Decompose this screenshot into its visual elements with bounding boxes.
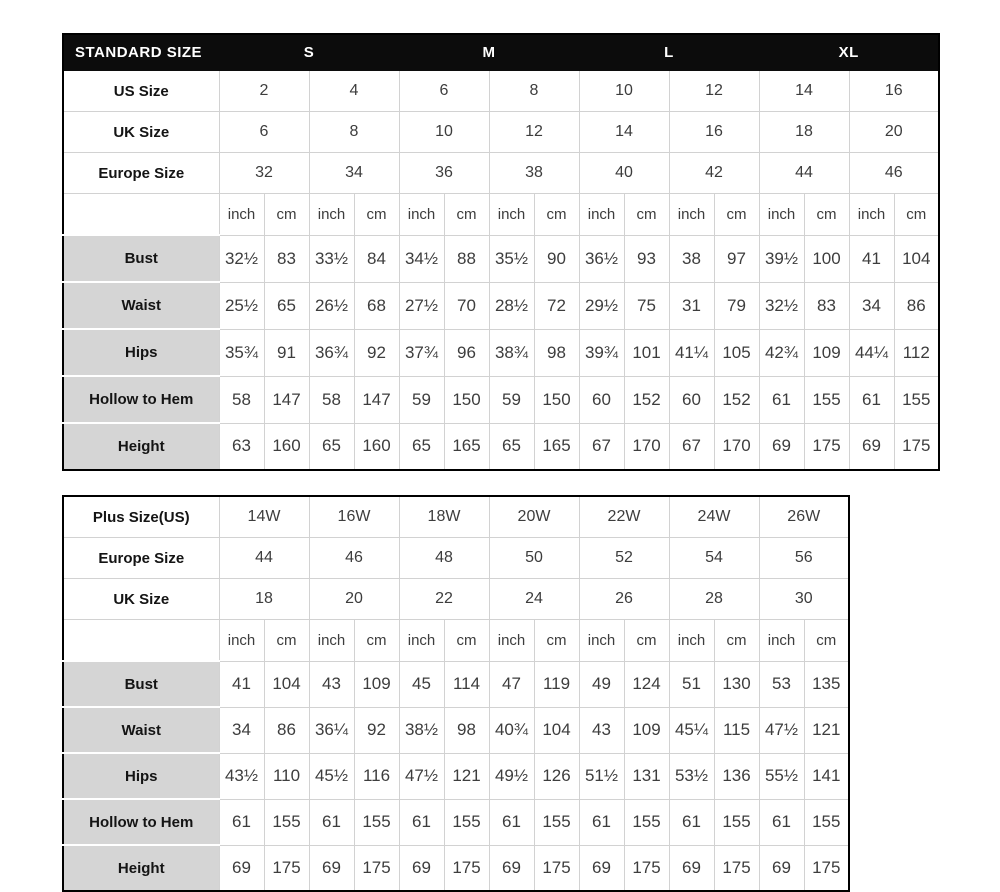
measurement-inch-cell: 41 bbox=[849, 235, 894, 282]
unit-cm-cell: cm bbox=[444, 620, 489, 662]
size-value-cell: 8 bbox=[489, 71, 579, 112]
measurement-cm-cell: 152 bbox=[714, 376, 759, 423]
measurement-cm-cell: 109 bbox=[624, 707, 669, 753]
measurement-cm-cell: 175 bbox=[894, 423, 939, 470]
measurement-inch-cell: 36¼ bbox=[309, 707, 354, 753]
row-uk-size bbox=[63, 579, 849, 620]
unit-cm-cell: cm bbox=[714, 620, 759, 662]
size-value-cell: 52 bbox=[579, 538, 669, 579]
unit-inch-cell: inch bbox=[309, 620, 354, 662]
measurement-inch-cell: 59 bbox=[489, 376, 534, 423]
measurement-inch-cell: 36¾ bbox=[309, 329, 354, 376]
row-hips bbox=[63, 329, 939, 376]
measurement-inch-cell: 31 bbox=[669, 282, 714, 329]
size-value-cell: 34 bbox=[309, 153, 399, 194]
plus-size-table bbox=[62, 495, 850, 892]
size-value-cell: 28 bbox=[669, 579, 759, 620]
unit-cm-cell: cm bbox=[804, 620, 849, 662]
measurement-inch-cell: 35½ bbox=[489, 235, 534, 282]
measurement-cm-cell: 135 bbox=[804, 661, 849, 707]
size-value-cell: 38 bbox=[489, 153, 579, 194]
measurement-cm-cell: 155 bbox=[264, 799, 309, 845]
measurement-inch-cell: 49½ bbox=[489, 753, 534, 799]
measurement-cm-cell: 155 bbox=[714, 799, 759, 845]
size-value-cell: 36 bbox=[399, 153, 489, 194]
measurement-cm-cell: 79 bbox=[714, 282, 759, 329]
measurement-cm-cell: 91 bbox=[264, 329, 309, 376]
measurement-cm-cell: 155 bbox=[534, 799, 579, 845]
measurement-inch-cell: 35¾ bbox=[219, 329, 264, 376]
measurement-inch-cell: 39½ bbox=[759, 235, 804, 282]
measurement-cm-cell: 109 bbox=[354, 661, 399, 707]
measurement-inch-cell: 38½ bbox=[399, 707, 444, 753]
row-europe-size bbox=[63, 538, 849, 579]
unit-cm-cell: cm bbox=[534, 620, 579, 662]
measurement-inch-cell: 58 bbox=[219, 376, 264, 423]
size-value-cell: 6 bbox=[399, 71, 489, 112]
measurement-cm-cell: 70 bbox=[444, 282, 489, 329]
measurement-inch-cell: 25½ bbox=[219, 282, 264, 329]
measurement-cm-cell: 105 bbox=[714, 329, 759, 376]
size-group-label-m: M bbox=[399, 34, 579, 71]
measurement-cm-cell: 155 bbox=[354, 799, 399, 845]
size-value-cell: 26W bbox=[759, 496, 849, 538]
unit-header-row bbox=[63, 194, 939, 236]
measurement-cm-cell: 90 bbox=[534, 235, 579, 282]
size-value-cell: 22W bbox=[579, 496, 669, 538]
measurement-inch-cell: 28½ bbox=[489, 282, 534, 329]
measurement-cm-cell: 155 bbox=[894, 376, 939, 423]
size-value-cell: 42 bbox=[669, 153, 759, 194]
size-value-cell: 22 bbox=[399, 579, 489, 620]
size-value-cell: 30 bbox=[759, 579, 849, 620]
unit-inch-cell: inch bbox=[759, 620, 804, 662]
size-value-cell: 56 bbox=[759, 538, 849, 579]
measurement-cm-cell: 130 bbox=[714, 661, 759, 707]
measurement-inch-cell: 61 bbox=[219, 799, 264, 845]
measurement-inch-cell: 61 bbox=[849, 376, 894, 423]
measurement-cm-cell: 165 bbox=[444, 423, 489, 470]
measurement-cm-cell: 121 bbox=[804, 707, 849, 753]
measurement-cm-cell: 92 bbox=[354, 707, 399, 753]
empty-cell bbox=[63, 620, 219, 662]
measurement-inch-cell: 51½ bbox=[579, 753, 624, 799]
measurement-cm-cell: 147 bbox=[264, 376, 309, 423]
measurement-inch-cell: 69 bbox=[489, 845, 534, 891]
unit-inch-cell: inch bbox=[309, 194, 354, 236]
measurement-cm-cell: 68 bbox=[354, 282, 399, 329]
measurement-cm-cell: 104 bbox=[894, 235, 939, 282]
measurement-inch-cell: 38¾ bbox=[489, 329, 534, 376]
measurement-cm-cell: 84 bbox=[354, 235, 399, 282]
measurement-cm-cell: 160 bbox=[264, 423, 309, 470]
measurement-inch-cell: 61 bbox=[489, 799, 534, 845]
measurement-cm-cell: 124 bbox=[624, 661, 669, 707]
measurement-cm-cell: 86 bbox=[894, 282, 939, 329]
measurement-inch-cell: 42¾ bbox=[759, 329, 804, 376]
row-bust bbox=[63, 235, 939, 282]
measurement-inch-cell: 43½ bbox=[219, 753, 264, 799]
measurement-inch-cell: 60 bbox=[669, 376, 714, 423]
size-value-cell: 18W bbox=[399, 496, 489, 538]
measurement-inch-cell: 69 bbox=[399, 845, 444, 891]
measurement-cm-cell: 141 bbox=[804, 753, 849, 799]
measurement-inch-cell: 38 bbox=[669, 235, 714, 282]
unit-cm-cell: cm bbox=[624, 194, 669, 236]
unit-inch-cell: inch bbox=[579, 620, 624, 662]
unit-inch-cell: inch bbox=[219, 620, 264, 662]
unit-cm-cell: cm bbox=[534, 194, 579, 236]
measurement-inch-cell: 32½ bbox=[219, 235, 264, 282]
measurement-cm-cell: 98 bbox=[534, 329, 579, 376]
size-value-cell: 16W bbox=[309, 496, 399, 538]
unit-inch-cell: inch bbox=[399, 620, 444, 662]
row-label: Height bbox=[63, 423, 219, 470]
size-value-cell: 44 bbox=[759, 153, 849, 194]
size-value-cell: 18 bbox=[219, 579, 309, 620]
measurement-inch-cell: 37¾ bbox=[399, 329, 444, 376]
size-value-cell: 50 bbox=[489, 538, 579, 579]
measurement-cm-cell: 175 bbox=[444, 845, 489, 891]
measurement-cm-cell: 175 bbox=[624, 845, 669, 891]
measurement-cm-cell: 98 bbox=[444, 707, 489, 753]
measurement-cm-cell: 75 bbox=[624, 282, 669, 329]
row-waist bbox=[63, 707, 849, 753]
measurement-inch-cell: 61 bbox=[579, 799, 624, 845]
row-hollow-to-hem bbox=[63, 376, 939, 423]
measurement-cm-cell: 131 bbox=[624, 753, 669, 799]
measurement-cm-cell: 97 bbox=[714, 235, 759, 282]
size-group-label-s: S bbox=[219, 34, 399, 71]
measurement-cm-cell: 155 bbox=[444, 799, 489, 845]
measurement-inch-cell: 65 bbox=[309, 423, 354, 470]
measurement-cm-cell: 147 bbox=[354, 376, 399, 423]
table-title: STANDARD SIZE bbox=[63, 34, 219, 71]
size-value-cell: 10 bbox=[579, 71, 669, 112]
table-header-row bbox=[63, 34, 939, 71]
measurement-cm-cell: 175 bbox=[534, 845, 579, 891]
measurement-cm-cell: 175 bbox=[714, 845, 759, 891]
size-value-cell: 20 bbox=[849, 112, 939, 153]
measurement-cm-cell: 150 bbox=[444, 376, 489, 423]
measurement-inch-cell: 49 bbox=[579, 661, 624, 707]
unit-cm-cell: cm bbox=[714, 194, 759, 236]
measurement-inch-cell: 60 bbox=[579, 376, 624, 423]
measurement-inch-cell: 36½ bbox=[579, 235, 624, 282]
measurement-inch-cell: 69 bbox=[579, 845, 624, 891]
row-label: UK Size bbox=[63, 112, 219, 153]
size-value-cell: 48 bbox=[399, 538, 489, 579]
unit-inch-cell: inch bbox=[489, 194, 534, 236]
row-plus-size-us bbox=[63, 496, 849, 538]
measurement-inch-cell: 61 bbox=[399, 799, 444, 845]
measurement-inch-cell: 29½ bbox=[579, 282, 624, 329]
row-label: Bust bbox=[63, 661, 219, 707]
size-value-cell: 40 bbox=[579, 153, 669, 194]
measurement-inch-cell: 59 bbox=[399, 376, 444, 423]
measurement-cm-cell: 116 bbox=[354, 753, 399, 799]
measurement-inch-cell: 69 bbox=[309, 845, 354, 891]
measurement-inch-cell: 69 bbox=[759, 423, 804, 470]
measurement-inch-cell: 58 bbox=[309, 376, 354, 423]
unit-cm-cell: cm bbox=[444, 194, 489, 236]
measurement-inch-cell: 61 bbox=[759, 376, 804, 423]
row-label: Hips bbox=[63, 329, 219, 376]
measurement-cm-cell: 175 bbox=[264, 845, 309, 891]
measurement-cm-cell: 160 bbox=[354, 423, 399, 470]
row-hollow-to-hem bbox=[63, 799, 849, 845]
measurement-inch-cell: 34 bbox=[849, 282, 894, 329]
measurement-cm-cell: 86 bbox=[264, 707, 309, 753]
measurement-cm-cell: 101 bbox=[624, 329, 669, 376]
size-value-cell: 12 bbox=[669, 71, 759, 112]
measurement-inch-cell: 69 bbox=[849, 423, 894, 470]
size-value-cell: 24W bbox=[669, 496, 759, 538]
measurement-inch-cell: 45 bbox=[399, 661, 444, 707]
measurement-cm-cell: 175 bbox=[804, 845, 849, 891]
measurement-inch-cell: 43 bbox=[309, 661, 354, 707]
measurement-inch-cell: 69 bbox=[219, 845, 264, 891]
measurement-cm-cell: 165 bbox=[534, 423, 579, 470]
measurement-cm-cell: 104 bbox=[534, 707, 579, 753]
size-value-cell: 14 bbox=[759, 71, 849, 112]
row-label: US Size bbox=[63, 71, 219, 112]
measurement-cm-cell: 92 bbox=[354, 329, 399, 376]
measurement-cm-cell: 93 bbox=[624, 235, 669, 282]
row-hips bbox=[63, 753, 849, 799]
size-value-cell: 16 bbox=[849, 71, 939, 112]
measurement-inch-cell: 41¼ bbox=[669, 329, 714, 376]
size-value-cell: 20W bbox=[489, 496, 579, 538]
unit-inch-cell: inch bbox=[399, 194, 444, 236]
measurement-cm-cell: 65 bbox=[264, 282, 309, 329]
row-height bbox=[63, 423, 939, 470]
measurement-inch-cell: 65 bbox=[489, 423, 534, 470]
measurement-inch-cell: 40¾ bbox=[489, 707, 534, 753]
unit-cm-cell: cm bbox=[264, 194, 309, 236]
unit-cm-cell: cm bbox=[804, 194, 849, 236]
unit-inch-cell: inch bbox=[669, 194, 714, 236]
size-value-cell: 6 bbox=[219, 112, 309, 153]
size-value-cell: 32 bbox=[219, 153, 309, 194]
measurement-cm-cell: 109 bbox=[804, 329, 849, 376]
unit-inch-cell: inch bbox=[579, 194, 624, 236]
row-uk-size bbox=[63, 112, 939, 153]
row-label: Waist bbox=[63, 282, 219, 329]
measurement-cm-cell: 119 bbox=[534, 661, 579, 707]
measurement-inch-cell: 53 bbox=[759, 661, 804, 707]
row-height bbox=[63, 845, 849, 891]
measurement-cm-cell: 83 bbox=[264, 235, 309, 282]
row-bust bbox=[63, 661, 849, 707]
size-value-cell: 12 bbox=[489, 112, 579, 153]
row-waist bbox=[63, 282, 939, 329]
measurement-cm-cell: 175 bbox=[354, 845, 399, 891]
row-europe-size bbox=[63, 153, 939, 194]
unit-cm-cell: cm bbox=[264, 620, 309, 662]
measurement-inch-cell: 45½ bbox=[309, 753, 354, 799]
measurement-inch-cell: 53½ bbox=[669, 753, 714, 799]
measurement-inch-cell: 47½ bbox=[759, 707, 804, 753]
unit-cm-cell: cm bbox=[354, 194, 399, 236]
measurement-inch-cell: 61 bbox=[669, 799, 714, 845]
row-label: Plus Size(US) bbox=[63, 496, 219, 538]
empty-cell bbox=[63, 194, 219, 236]
measurement-inch-cell: 47 bbox=[489, 661, 534, 707]
row-label: Bust bbox=[63, 235, 219, 282]
measurement-inch-cell: 47½ bbox=[399, 753, 444, 799]
size-value-cell: 14 bbox=[579, 112, 669, 153]
measurement-cm-cell: 170 bbox=[624, 423, 669, 470]
measurement-cm-cell: 96 bbox=[444, 329, 489, 376]
measurement-inch-cell: 39¾ bbox=[579, 329, 624, 376]
unit-cm-cell: cm bbox=[354, 620, 399, 662]
unit-cm-cell: cm bbox=[624, 620, 669, 662]
measurement-inch-cell: 34 bbox=[219, 707, 264, 753]
measurement-cm-cell: 136 bbox=[714, 753, 759, 799]
measurement-inch-cell: 63 bbox=[219, 423, 264, 470]
measurement-inch-cell: 43 bbox=[579, 707, 624, 753]
row-us-size bbox=[63, 71, 939, 112]
measurement-inch-cell: 61 bbox=[309, 799, 354, 845]
measurement-inch-cell: 45¼ bbox=[669, 707, 714, 753]
size-value-cell: 46 bbox=[849, 153, 939, 194]
unit-inch-cell: inch bbox=[849, 194, 894, 236]
unit-inch-cell: inch bbox=[219, 194, 264, 236]
row-label: Europe Size bbox=[63, 538, 219, 579]
measurement-inch-cell: 34½ bbox=[399, 235, 444, 282]
measurement-cm-cell: 126 bbox=[534, 753, 579, 799]
measurement-cm-cell: 150 bbox=[534, 376, 579, 423]
measurement-cm-cell: 152 bbox=[624, 376, 669, 423]
row-label: Europe Size bbox=[63, 153, 219, 194]
measurement-inch-cell: 61 bbox=[759, 799, 804, 845]
measurement-cm-cell: 110 bbox=[264, 753, 309, 799]
size-value-cell: 26 bbox=[579, 579, 669, 620]
measurement-cm-cell: 170 bbox=[714, 423, 759, 470]
measurement-cm-cell: 88 bbox=[444, 235, 489, 282]
size-value-cell: 54 bbox=[669, 538, 759, 579]
measurement-inch-cell: 27½ bbox=[399, 282, 444, 329]
measurement-cm-cell: 115 bbox=[714, 707, 759, 753]
unit-inch-cell: inch bbox=[669, 620, 714, 662]
size-value-cell: 8 bbox=[309, 112, 399, 153]
row-label: Height bbox=[63, 845, 219, 891]
measurement-cm-cell: 114 bbox=[444, 661, 489, 707]
row-label: UK Size bbox=[63, 579, 219, 620]
row-label: Hips bbox=[63, 753, 219, 799]
size-value-cell: 16 bbox=[669, 112, 759, 153]
size-group-label-l: L bbox=[579, 34, 759, 71]
size-group-label-xl: XL bbox=[759, 34, 939, 71]
size-value-cell: 10 bbox=[399, 112, 489, 153]
measurement-cm-cell: 72 bbox=[534, 282, 579, 329]
measurement-inch-cell: 32½ bbox=[759, 282, 804, 329]
measurement-cm-cell: 175 bbox=[804, 423, 849, 470]
measurement-cm-cell: 100 bbox=[804, 235, 849, 282]
measurement-cm-cell: 121 bbox=[444, 753, 489, 799]
measurement-cm-cell: 155 bbox=[624, 799, 669, 845]
measurement-cm-cell: 112 bbox=[894, 329, 939, 376]
measurement-cm-cell: 104 bbox=[264, 661, 309, 707]
size-value-cell: 14W bbox=[219, 496, 309, 538]
measurement-inch-cell: 44¼ bbox=[849, 329, 894, 376]
measurement-inch-cell: 69 bbox=[669, 845, 714, 891]
size-value-cell: 20 bbox=[309, 579, 399, 620]
measurement-inch-cell: 69 bbox=[759, 845, 804, 891]
measurement-inch-cell: 51 bbox=[669, 661, 714, 707]
size-value-cell: 2 bbox=[219, 71, 309, 112]
row-label: Hollow to Hem bbox=[63, 376, 219, 423]
row-label: Hollow to Hem bbox=[63, 799, 219, 845]
size-value-cell: 4 bbox=[309, 71, 399, 112]
measurement-inch-cell: 33½ bbox=[309, 235, 354, 282]
measurement-inch-cell: 26½ bbox=[309, 282, 354, 329]
measurement-cm-cell: 83 bbox=[804, 282, 849, 329]
row-label: Waist bbox=[63, 707, 219, 753]
standard-size-table bbox=[62, 33, 940, 471]
size-value-cell: 46 bbox=[309, 538, 399, 579]
measurement-inch-cell: 41 bbox=[219, 661, 264, 707]
size-value-cell: 24 bbox=[489, 579, 579, 620]
measurement-inch-cell: 55½ bbox=[759, 753, 804, 799]
size-value-cell: 18 bbox=[759, 112, 849, 153]
measurement-inch-cell: 65 bbox=[399, 423, 444, 470]
unit-inch-cell: inch bbox=[759, 194, 804, 236]
unit-inch-cell: inch bbox=[489, 620, 534, 662]
measurement-cm-cell: 155 bbox=[804, 799, 849, 845]
measurement-inch-cell: 67 bbox=[579, 423, 624, 470]
unit-header-row bbox=[63, 620, 849, 662]
size-value-cell: 44 bbox=[219, 538, 309, 579]
measurement-inch-cell: 67 bbox=[669, 423, 714, 470]
unit-cm-cell: cm bbox=[894, 194, 939, 236]
measurement-cm-cell: 155 bbox=[804, 376, 849, 423]
